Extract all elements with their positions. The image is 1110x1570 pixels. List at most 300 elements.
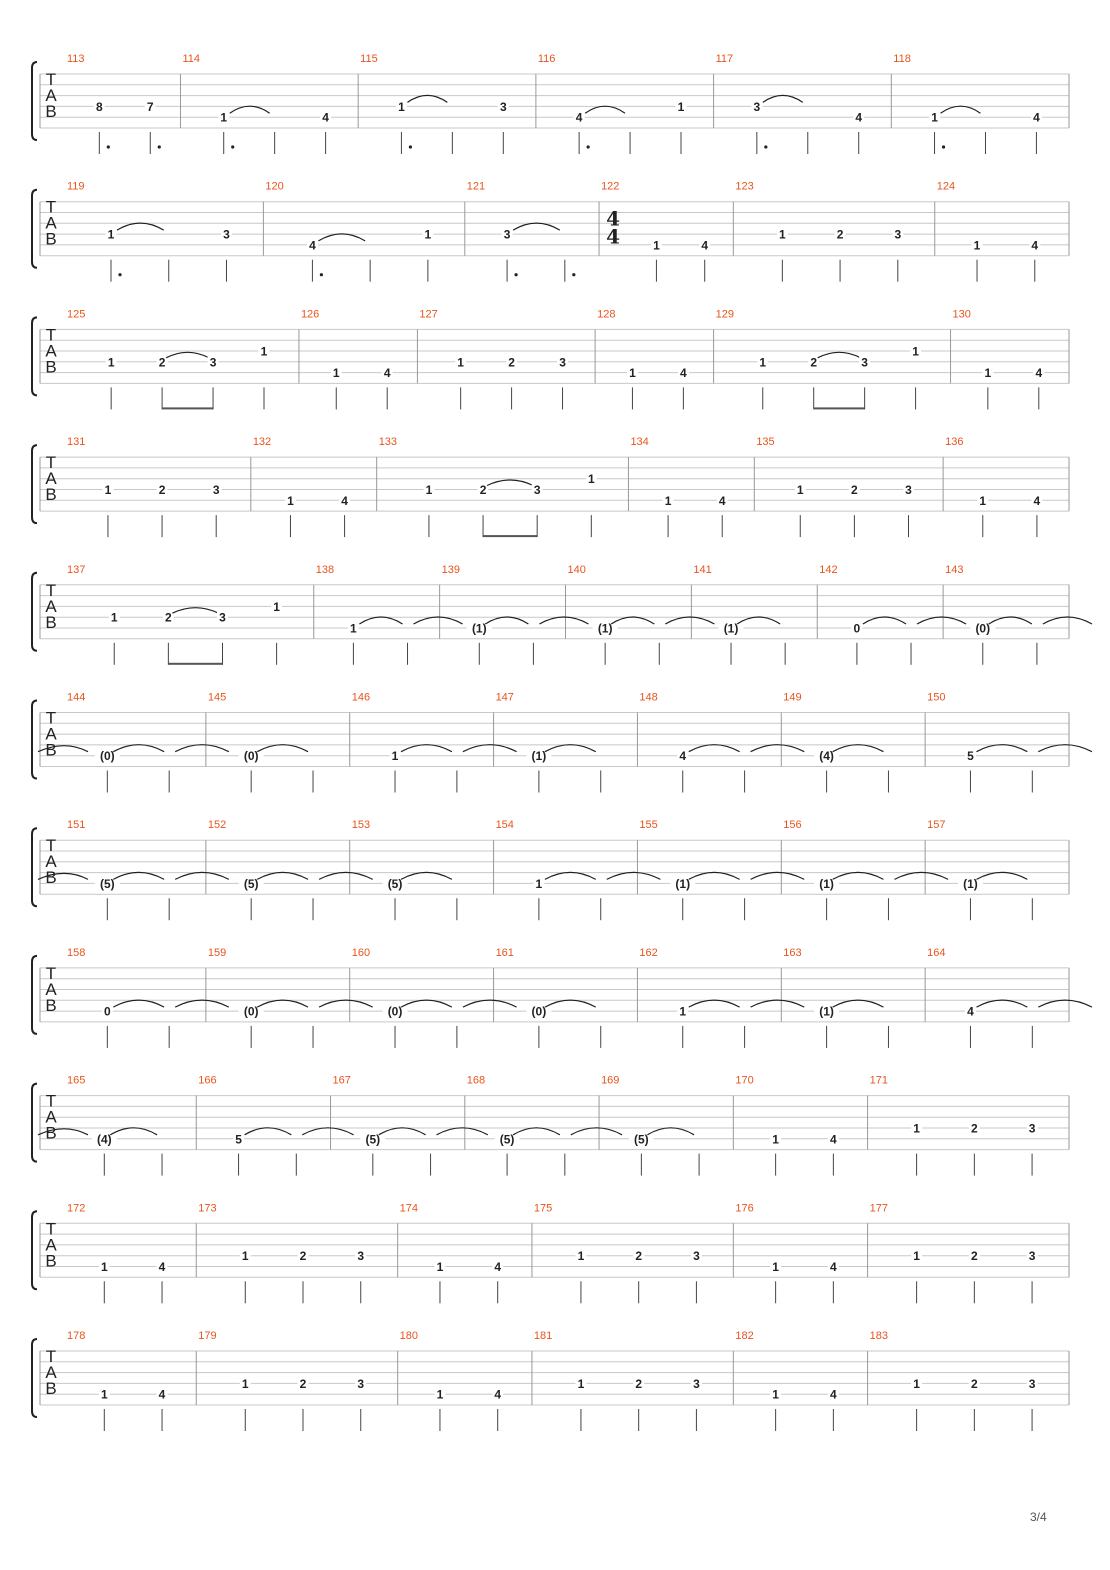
- tie-arc: [1038, 745, 1092, 752]
- fret-number: 1: [759, 355, 767, 370]
- tab-clef-letter: B: [45, 612, 57, 632]
- tie-arc: [689, 745, 740, 752]
- fret-number: 1: [577, 1376, 585, 1391]
- fret-number: 4: [1035, 366, 1043, 381]
- system-bracket: [32, 1339, 37, 1417]
- fret-number: 1: [260, 344, 268, 359]
- fret-number: 1: [772, 1387, 779, 1402]
- measure-number: 181: [533, 1330, 553, 1342]
- tab-clef-letter: B: [45, 102, 57, 121]
- tab-clef-letter: B: [45, 485, 57, 505]
- measure-number: 149: [783, 691, 802, 704]
- fret-number: 4: [383, 366, 391, 381]
- fret-number: 1: [107, 355, 115, 370]
- fret-number: 0: [103, 1004, 111, 1019]
- fret-number: 3: [861, 355, 868, 370]
- tie-arc: [302, 1128, 353, 1135]
- fret-number: 1: [679, 1004, 687, 1019]
- tab-clef-letter: A: [45, 469, 57, 489]
- measure-number: 115: [360, 53, 378, 65]
- tab-clef-letter: B: [45, 1123, 57, 1143]
- fret-number: 4: [1033, 110, 1040, 125]
- fret-number: (5): [387, 876, 403, 891]
- fret-number: 1: [332, 366, 340, 381]
- tab-clef-letter: T: [45, 1219, 57, 1239]
- fret-number: 4: [701, 238, 709, 253]
- tie-arc: [113, 872, 164, 879]
- fret-number: (1): [675, 876, 691, 891]
- measure-number: 154: [495, 819, 514, 832]
- fret-number: 4: [309, 238, 316, 253]
- tab-clef-letter: A: [45, 596, 57, 616]
- fret-number: 3: [1028, 1121, 1036, 1136]
- measure-number: 170: [735, 1074, 754, 1087]
- fret-number: (1): [597, 621, 613, 636]
- rhythm-dot: [158, 145, 161, 148]
- measure-number: 171: [869, 1074, 888, 1087]
- tie-arc: [976, 745, 1027, 752]
- fret-number: 1: [913, 1249, 920, 1264]
- fret-number: 1: [391, 749, 399, 764]
- tie-arc: [763, 95, 803, 102]
- fret-number: 2: [165, 610, 172, 625]
- tie-arc: [833, 872, 884, 879]
- fret-number: 3: [894, 227, 902, 242]
- measure-number: 133: [378, 436, 398, 449]
- fret-number: 2: [970, 1121, 978, 1136]
- measure-number: 164: [927, 946, 946, 959]
- fret-number: 2: [479, 483, 487, 497]
- fret-number: 1: [425, 483, 433, 497]
- measure-number: 179: [198, 1330, 217, 1342]
- beam: [814, 407, 865, 409]
- fret-number: 3: [1028, 1376, 1036, 1391]
- fret-number: 1: [535, 876, 543, 891]
- tie-arc: [245, 1128, 292, 1135]
- measure-number: 162: [639, 946, 658, 959]
- fret-number: 1: [979, 493, 987, 508]
- measure-number: 130: [952, 308, 971, 321]
- fret-number: 4: [967, 1004, 974, 1019]
- beam: [162, 407, 213, 409]
- tie-arc: [571, 1128, 622, 1135]
- fret-number: 4: [718, 493, 726, 508]
- measure-number: 150: [927, 691, 946, 704]
- measure-number: 148: [639, 691, 658, 704]
- fret-number: 1: [350, 621, 357, 636]
- tie-arc: [257, 1000, 308, 1007]
- system-bracket: [32, 62, 37, 140]
- tie-arc: [437, 1128, 488, 1135]
- system-bracket: [32, 828, 37, 906]
- tie-arc: [230, 106, 270, 113]
- fret-number: 2: [836, 227, 844, 242]
- measure-number: 145: [207, 691, 227, 704]
- measure-number: 140: [567, 563, 586, 576]
- fret-number: (5): [365, 1132, 381, 1147]
- fret-number: 2: [158, 483, 166, 497]
- rhythm-dot: [514, 273, 517, 276]
- rhythm-dot: [107, 145, 110, 148]
- fret-number: 1: [436, 1260, 444, 1274]
- measure-number: 156: [783, 819, 802, 832]
- fret-number: 1: [664, 493, 672, 508]
- fret-number: 1: [273, 599, 280, 614]
- fret-number: 5: [235, 1132, 242, 1147]
- tie-arc: [318, 234, 365, 241]
- measure-number: 138: [315, 563, 335, 576]
- fret-number: 2: [299, 1376, 307, 1391]
- fret-number: 1: [436, 1387, 444, 1402]
- fret-number: (1): [531, 749, 547, 764]
- measure-number: 129: [715, 308, 734, 321]
- measure-number: 126: [300, 308, 320, 321]
- fret-number: 4: [494, 1387, 502, 1402]
- slur-arc: [487, 480, 533, 486]
- fret-number: (1): [963, 876, 978, 891]
- fret-number: 4: [494, 1260, 502, 1274]
- measure-number: 177: [869, 1202, 888, 1215]
- measure-number: 139: [441, 563, 460, 576]
- tie-arc: [407, 95, 447, 102]
- measure-number: 165: [67, 1074, 86, 1087]
- fret-number: 1: [587, 472, 595, 487]
- measure-number: 174: [399, 1202, 419, 1215]
- fret-number: 1: [107, 227, 115, 242]
- measure-number: 122: [601, 180, 620, 193]
- fret-number: 4: [322, 110, 329, 125]
- tie-arc: [545, 1000, 596, 1007]
- tab-clef-letter: B: [45, 740, 57, 760]
- tab-clef-letter: A: [45, 213, 57, 233]
- measure-number: 163: [783, 946, 802, 959]
- fret-number: 1: [912, 344, 919, 359]
- fret-number: 3: [905, 483, 912, 497]
- time-signature-bottom: 4: [606, 224, 621, 249]
- measure-number: 124: [936, 180, 956, 193]
- fret-number: 4: [830, 1387, 837, 1402]
- fret-number: 1: [931, 110, 938, 125]
- fret-number: 4: [830, 1132, 837, 1147]
- measure-number: 136: [945, 436, 964, 449]
- fret-number: 1: [457, 355, 464, 370]
- fret-number: 1: [100, 1260, 108, 1274]
- tab-clef-letter: A: [45, 852, 57, 872]
- measure-number: 151: [67, 819, 86, 832]
- time-signature-top: 4: [606, 206, 621, 231]
- tab-clef-letter: T: [45, 1347, 57, 1366]
- tab-clef-letter: T: [45, 836, 57, 856]
- tie-arc: [463, 745, 517, 752]
- fret-number: 1: [677, 99, 685, 114]
- fret-number: 3: [209, 355, 217, 370]
- fret-number: 3: [1028, 1249, 1036, 1264]
- fret-number: (0): [243, 749, 259, 764]
- fret-number: 2: [158, 355, 166, 370]
- rhythm-dot: [409, 145, 412, 148]
- system-bracket: [32, 190, 37, 268]
- tie-arc: [647, 1128, 694, 1135]
- fret-number: (0): [99, 749, 115, 764]
- fret-number: 4: [680, 366, 687, 381]
- tie-arc: [359, 617, 402, 624]
- fret-number: 1: [913, 1376, 920, 1391]
- measure-number: 167: [332, 1074, 351, 1087]
- fret-number: (1): [471, 621, 487, 636]
- measure-number: 135: [756, 436, 775, 449]
- fret-number: 3: [212, 483, 220, 497]
- tie-arc: [175, 872, 229, 879]
- measure-number: 172: [67, 1202, 86, 1215]
- fret-number: 3: [693, 1249, 700, 1264]
- measure-number: 155: [639, 819, 658, 832]
- tie-arc: [941, 106, 981, 113]
- rhythm-dot: [118, 273, 121, 276]
- rhythm-dot: [231, 145, 234, 148]
- tie-arc: [175, 745, 229, 752]
- fret-number: (4): [819, 749, 834, 764]
- system-bracket: [32, 445, 37, 523]
- tab-clef-letter: T: [45, 963, 57, 983]
- rhythm-dot: [572, 273, 575, 276]
- fret-number: (4): [96, 1132, 112, 1147]
- tie-arc: [751, 745, 805, 752]
- measure-number: 118: [893, 53, 911, 65]
- tab-clef-letter: B: [45, 868, 57, 888]
- tie-arc: [463, 1000, 517, 1007]
- fret-number: (5): [243, 876, 259, 891]
- fret-number: 4: [855, 110, 863, 125]
- fret-number: 4: [158, 1260, 166, 1274]
- fret-number: 3: [357, 1249, 365, 1264]
- fret-number: 1: [241, 1249, 249, 1264]
- measure-number: 123: [735, 180, 754, 193]
- fret-number: 2: [970, 1249, 978, 1264]
- tie-arc: [401, 745, 452, 752]
- tab-clef-letter: A: [45, 1107, 57, 1127]
- tab-clef-letter: T: [45, 325, 57, 345]
- system-bracket: [32, 1211, 37, 1289]
- fret-number: 4: [575, 110, 583, 125]
- fret-number: 3: [693, 1376, 700, 1391]
- tie-arc: [414, 617, 463, 624]
- measure-number: 157: [927, 819, 946, 832]
- fret-number: 4: [1033, 493, 1041, 508]
- fret-number: 1: [104, 483, 112, 497]
- system-bracket: [32, 701, 37, 779]
- fret-number: 7: [146, 99, 154, 114]
- tie-arc: [379, 1128, 426, 1135]
- fret-number: 1: [110, 610, 118, 625]
- tab-clef-letter: A: [45, 979, 57, 999]
- rhythm-dot: [587, 145, 590, 148]
- measure-number: 173: [198, 1202, 217, 1215]
- measure-number: 161: [495, 946, 514, 959]
- tie-arc: [545, 872, 596, 879]
- fret-number: 8: [95, 99, 103, 114]
- system-bracket: [32, 317, 37, 395]
- tab-clef-letter: T: [45, 453, 57, 473]
- tie-arc: [401, 1000, 452, 1007]
- fret-number: 4: [158, 1387, 166, 1402]
- tie-arc: [539, 617, 588, 624]
- fret-number: 1: [220, 110, 228, 125]
- slur-arc: [172, 608, 218, 614]
- slur-arc: [166, 352, 209, 358]
- measure-number: 114: [182, 53, 201, 65]
- beam: [483, 535, 537, 537]
- fret-number: 1: [984, 366, 992, 381]
- fret-number: 1: [772, 1260, 779, 1274]
- tie-arc: [976, 1000, 1027, 1007]
- tab-clef-letter: B: [45, 995, 57, 1015]
- measure-number: 183: [869, 1330, 888, 1342]
- tie-arc: [319, 872, 373, 879]
- measure-number: 128: [597, 308, 616, 321]
- measure-number: 153: [351, 819, 371, 832]
- tie-arc: [175, 1000, 229, 1007]
- measure-number: 141: [693, 563, 712, 576]
- fret-number: (5): [499, 1132, 515, 1147]
- measure-number: 116: [537, 53, 556, 65]
- tie-arc: [833, 745, 884, 752]
- measure-number: 169: [601, 1074, 620, 1087]
- measure-number: 121: [466, 180, 486, 193]
- measure-number: 117: [715, 53, 734, 65]
- fret-number: 1: [778, 227, 786, 242]
- rhythm-dot: [320, 273, 323, 276]
- fret-number: 4: [341, 493, 348, 508]
- fret-number: 2: [810, 355, 818, 370]
- tie-arc: [607, 872, 661, 879]
- tab-clef-letter: B: [45, 357, 57, 377]
- tie-arc: [401, 872, 452, 879]
- fret-number: 1: [973, 238, 981, 253]
- fret-number: 1: [287, 493, 294, 508]
- tab-clef-letter: B: [45, 229, 57, 249]
- tie-arc: [513, 1128, 560, 1135]
- fret-number: 1: [424, 227, 432, 242]
- measure-number: 168: [466, 1074, 486, 1087]
- tab-clef-letter: T: [45, 1091, 57, 1111]
- measure-number: 175: [533, 1202, 553, 1215]
- fret-number: (5): [99, 876, 115, 891]
- tie-arc: [917, 617, 966, 624]
- beam: [168, 663, 222, 665]
- fret-number: (5): [634, 1132, 649, 1147]
- tab-clef-letter: A: [45, 724, 57, 744]
- measure-number: 159: [207, 946, 227, 959]
- measure-number: 132: [252, 436, 272, 449]
- measure-number: 113: [67, 53, 85, 65]
- fret-number: 0: [853, 621, 861, 636]
- tie-arc: [513, 223, 560, 230]
- measure-number: 182: [735, 1330, 754, 1342]
- fret-number: 2: [635, 1376, 643, 1391]
- tie-arc: [976, 872, 1027, 879]
- measure-number: 147: [495, 691, 514, 704]
- fret-number: 1: [100, 1387, 108, 1402]
- tab-clef-letter: T: [45, 708, 57, 728]
- fret-number: (1): [723, 621, 739, 636]
- tie-arc: [257, 872, 308, 879]
- fret-number: (1): [819, 876, 834, 891]
- tie-arc: [257, 745, 308, 752]
- fret-number: 2: [635, 1249, 643, 1264]
- fret-number: 2: [508, 355, 515, 370]
- measure-number: 134: [630, 436, 649, 449]
- measure-number: 144: [67, 691, 86, 704]
- tie-arc: [113, 745, 164, 752]
- fret-number: 1: [653, 238, 660, 253]
- fret-number: 5: [967, 749, 974, 764]
- page-number: 3/4: [1030, 1510, 1047, 1524]
- measure-number: 178: [67, 1330, 86, 1342]
- tab-clef-letter: T: [45, 197, 57, 217]
- tab-clef-letter: A: [45, 86, 57, 105]
- fret-number: 1: [577, 1249, 585, 1264]
- tie-arc: [689, 872, 740, 879]
- tie-arc: [117, 223, 164, 230]
- fret-number: 1: [398, 99, 405, 114]
- measure-number: 180: [399, 1330, 419, 1342]
- tie-arc: [863, 617, 906, 624]
- fret-number: 1: [241, 1376, 249, 1391]
- system-bracket: [32, 956, 37, 1034]
- measure-number: 131: [67, 436, 86, 449]
- fret-number: (0): [387, 1004, 403, 1019]
- fret-number: 3: [223, 227, 230, 242]
- rhythm-dot: [942, 145, 945, 148]
- tie-arc: [833, 1000, 884, 1007]
- fret-number: 4: [830, 1260, 837, 1274]
- tie-arc: [1043, 617, 1092, 624]
- tie-arc: [110, 1128, 157, 1135]
- tie-arc: [665, 617, 714, 624]
- measure-number: 176: [735, 1202, 754, 1215]
- tie-arc: [751, 872, 805, 879]
- fret-number: 1: [796, 483, 804, 497]
- tie-arc: [1038, 1000, 1092, 1007]
- fret-number: 3: [219, 610, 226, 625]
- fret-number: (0): [243, 1004, 259, 1019]
- tie-arc: [113, 1000, 164, 1007]
- tab-clef-letter: T: [45, 70, 57, 89]
- fret-number: (0): [975, 621, 991, 636]
- measure-number: 119: [67, 180, 85, 193]
- tie-arc: [689, 1000, 740, 1007]
- rhythm-dot: [764, 145, 767, 148]
- measure-number: 146: [351, 691, 371, 704]
- system-bracket: [32, 573, 37, 651]
- measure-number: 120: [265, 180, 284, 193]
- system-bracket: [32, 1084, 37, 1162]
- tie-arc: [545, 745, 596, 752]
- tie-arc: [751, 1000, 805, 1007]
- tie-arc: [319, 1000, 373, 1007]
- fret-number: 3: [559, 355, 566, 370]
- measure-number: 127: [419, 308, 438, 321]
- tab-clef-letter: B: [45, 1251, 57, 1271]
- measure-number: 152: [207, 819, 227, 832]
- fret-number: 4: [1031, 238, 1039, 253]
- measure-number: 158: [67, 946, 86, 959]
- fret-number: 1: [772, 1132, 779, 1147]
- tab-clef-letter: B: [45, 1379, 57, 1398]
- measure-number: 143: [945, 563, 964, 576]
- measure-number: 137: [67, 563, 86, 576]
- fret-number: 3: [357, 1376, 365, 1391]
